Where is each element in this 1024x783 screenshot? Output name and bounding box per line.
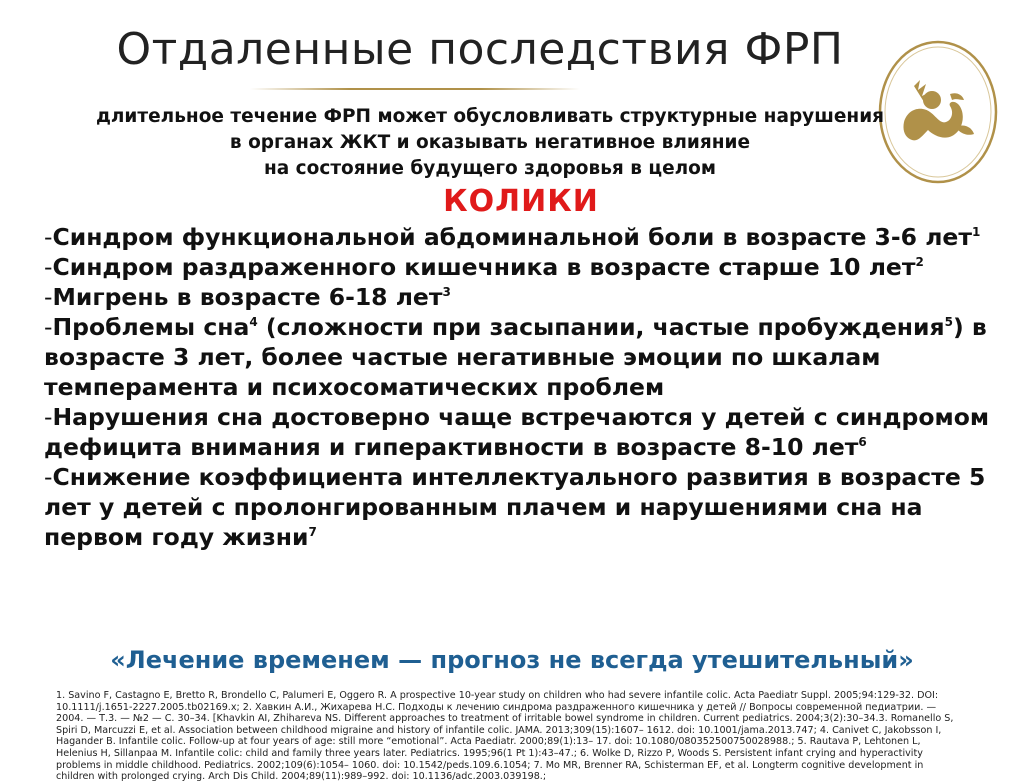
footnote-ref: 3 (442, 285, 451, 299)
list-item-text: Проблемы сна (52, 313, 250, 341)
list-item-text: Синдром раздраженного кишечника в возрасте старше 10 лет (52, 253, 916, 281)
section-heading: КОЛИКИ (443, 184, 599, 219)
bullet-dash: - (44, 253, 53, 281)
footnote-ref: 1 (971, 225, 981, 239)
list-item-text: Мигрень в возрасте 6-18 лет (52, 283, 443, 311)
bullet-dash: - (44, 463, 53, 491)
footnote-ref: 4 (249, 315, 258, 329)
bullet-dash: - (44, 313, 53, 341)
subtitle-line: длительное течение ФРП может обусловливать структурные нарушения (95, 106, 885, 127)
list-item-text: Синдром функциональной абдоминальной боли в возрасте 3-6 лет (52, 223, 972, 251)
bullet-dash: - (44, 403, 53, 431)
footnote-ref: 7 (308, 525, 317, 539)
list-item-text: Снижение коэффициента интеллектуального развития в возрасте 5 лет у детей с пролонгированным плачем и нарушениями сна на первом году жизни (44, 463, 986, 551)
list-item (44, 282, 994, 312)
list-item (44, 462, 994, 552)
list-item-text: (сложности при засыпании, частые пробуждения (257, 313, 945, 341)
list-item (44, 222, 994, 252)
list-item-text: Нарушения сна достоверно чаще встречаются у детей с синдромом дефицита внимания и гиперактивности в возрасте 8-10 лет (44, 403, 990, 461)
subtitle-line: в органах ЖКТ и оказывать негативное влияние (229, 132, 751, 153)
title-underline (250, 88, 580, 90)
footnote-ref: 6 (858, 435, 867, 449)
bullet-dash: - (44, 223, 53, 251)
list-item (44, 402, 994, 462)
closing-quote: «Лечение временем — прогноз не всегда утешительный» (110, 646, 914, 674)
subtitle-line: на состояние будущего здоровья в целом (263, 158, 717, 179)
references: 1. Savino F, Castagno E, Bretto R, Brondello C, Palumeri E, Oggero R. A prospective 10-year study on children who had severe infantile colic. Acta Paediatr Suppl. 2005;94:129-32. DOI: 10.1111/j.1651-2227.2005.tb02169.x; 2. Хавкин А.И., Жихарева Н.С. Подходы к лечению синдрома раздраженного кишечника у детей // Вопросы современной педиатрии. — 2004. — Т.3. — №2 — С. 30–34. [Khavkin AI, Zhihareva NS. Different approaches to treatment of irritable bowel syndrome in children. Current pediatrics. 2004;3(2):30–34.3. Romanello S, Spiri D, Marcuzzi E, et al. Association between childhood migraine and history of infantile colic. JAMA. 2013;309(15):1607– 1612. doi: 10.1001/jama.2013.747; 4. Canivet C, Jakobsson I, Hagander B. Infantile colic. Follow-up at four years of age: still more “emotional”. Acta Paediatr. 2000;89(1):13– 17. doi: 10.1080/080352500750028988.; 5. Rautava P, Lehtonen L, Helenius H, Sillanpaa M. Infantile colic: child and family three years later. Pediatrics. 1995;96(1 Pt 1):43–47.; 6. Wolke D, Rizzo P, Woods S. Persistent infant crying and hyperactivity problems in middle childhood. Pediatrics. 2002;109(6):1054– 1060. doi: 10.1542/peds.109.6.1054; 7. Mo MR, Brenner RA, Schisterman EF, et al. Longterm cognitive development in children with prolonged crying. Arch Dis Child. 2004;89(11):989–992. doi: 10.1136/adc.2003.039198.; (56, 690, 954, 783)
subtitle (40, 104, 940, 182)
slide-title: Отдаленные последствия ФРП (116, 24, 844, 75)
list-item-text: ) в возрасте 3 лет, более частые негативные эмоции по шкалам темперамента и психосоматических проблем (44, 313, 987, 401)
footnote-ref: 5 (944, 315, 953, 329)
consequences-list (44, 222, 994, 552)
bullet-dash: - (44, 283, 53, 311)
list-item (44, 252, 994, 282)
footnote-ref: 2 (915, 255, 924, 269)
list-item (44, 312, 994, 402)
